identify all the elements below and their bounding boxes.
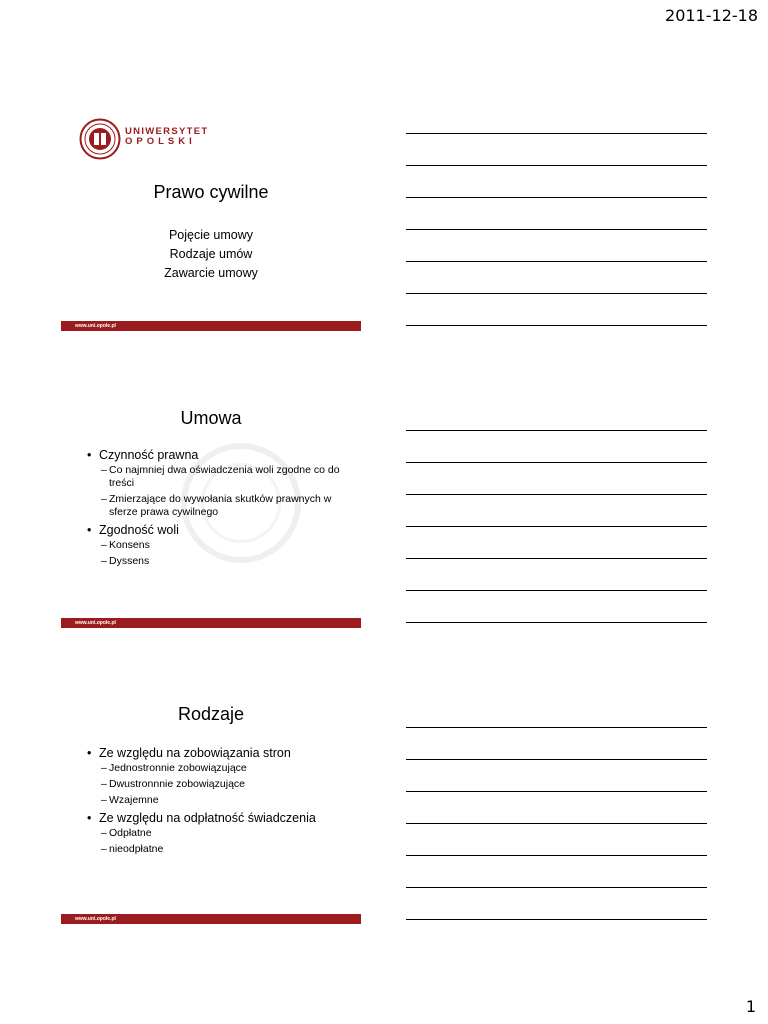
note-line: [406, 261, 707, 262]
slide-2: [61, 403, 361, 628]
university-seal-icon: [79, 118, 121, 160]
slide-title: Umowa: [180, 408, 242, 428]
slide-footer-bar: [61, 914, 361, 924]
note-line: [406, 855, 707, 856]
bullet-item: • Ze względu na zobowiązania stron: [87, 745, 351, 761]
sub-bullet-item: – Dyssens: [101, 555, 150, 567]
bullet-item: • Ze względu na odpłatność świadczenia: [87, 810, 351, 826]
note-line: [406, 919, 707, 920]
logo-line-1: UNIWERSYTET: [125, 126, 209, 137]
subtitle-list: [61, 226, 361, 283]
subtitle-item: Pojęcie umowy: [168, 228, 254, 242]
university-logo: [79, 116, 229, 162]
slide-1: [61, 106, 361, 331]
slide-footer-bar: [61, 321, 361, 331]
footer-url: www.uni.opole.pl: [75, 620, 116, 626]
note-line: [406, 133, 707, 134]
note-line: [406, 823, 707, 824]
sub-bullet-item: – Odpłatne: [101, 827, 152, 839]
note-line: [406, 229, 707, 230]
note-line: [406, 590, 707, 591]
note-line: [406, 430, 707, 431]
note-line: [406, 165, 707, 166]
sub-bullet-item: – Co najmniej dwa oświadczenia woli zgodne co do treści: [101, 464, 340, 489]
note-line: [406, 622, 707, 623]
bullet-item: • Zgodność woli: [87, 522, 351, 538]
sub-bullet-item: – Wzajemne: [101, 794, 159, 806]
sub-bullet-item: – Zmierzające do wywołania skutków prawnych w sferze prawa cywilnego: [101, 493, 332, 518]
note-line: [406, 197, 707, 198]
note-line: [406, 462, 707, 463]
note-line: [406, 791, 707, 792]
subtitle-item: Rodzaje umów: [169, 247, 253, 261]
sub-bullet-item: – Dwustronnnie zobowiązujące: [101, 778, 245, 790]
note-line: [406, 558, 707, 559]
sub-bullet-item: – Konsens: [101, 539, 150, 551]
sub-bullet-item: – Jednostronnie zobowiązujące: [101, 762, 247, 774]
slide-title: Rodzaje: [177, 704, 245, 724]
note-line: [406, 494, 707, 495]
note-line: [406, 526, 707, 527]
slide-footer-bar: [61, 618, 361, 628]
slide-3: [61, 699, 361, 924]
slide-content: [87, 447, 351, 571]
slide-title: Prawo cywilne: [153, 182, 269, 202]
footer-url: www.uni.opole.pl: [75, 916, 116, 922]
logo-line-2: OPOLSKI: [125, 136, 196, 147]
slide-content: [87, 745, 351, 859]
document-date: 2011-12-18: [665, 6, 758, 25]
bullet-item: • Czynność prawna: [87, 447, 351, 463]
note-line: [406, 887, 707, 888]
note-line: [406, 759, 707, 760]
footer-url: www.uni.opole.pl: [75, 323, 116, 329]
page-number: 1: [745, 997, 756, 1016]
note-line: [406, 727, 707, 728]
sub-bullet-item: – nieodpłatne: [101, 843, 164, 855]
subtitle-item: Zawarcie umowy: [164, 266, 258, 280]
note-line: [406, 293, 707, 294]
note-line: [406, 325, 707, 326]
